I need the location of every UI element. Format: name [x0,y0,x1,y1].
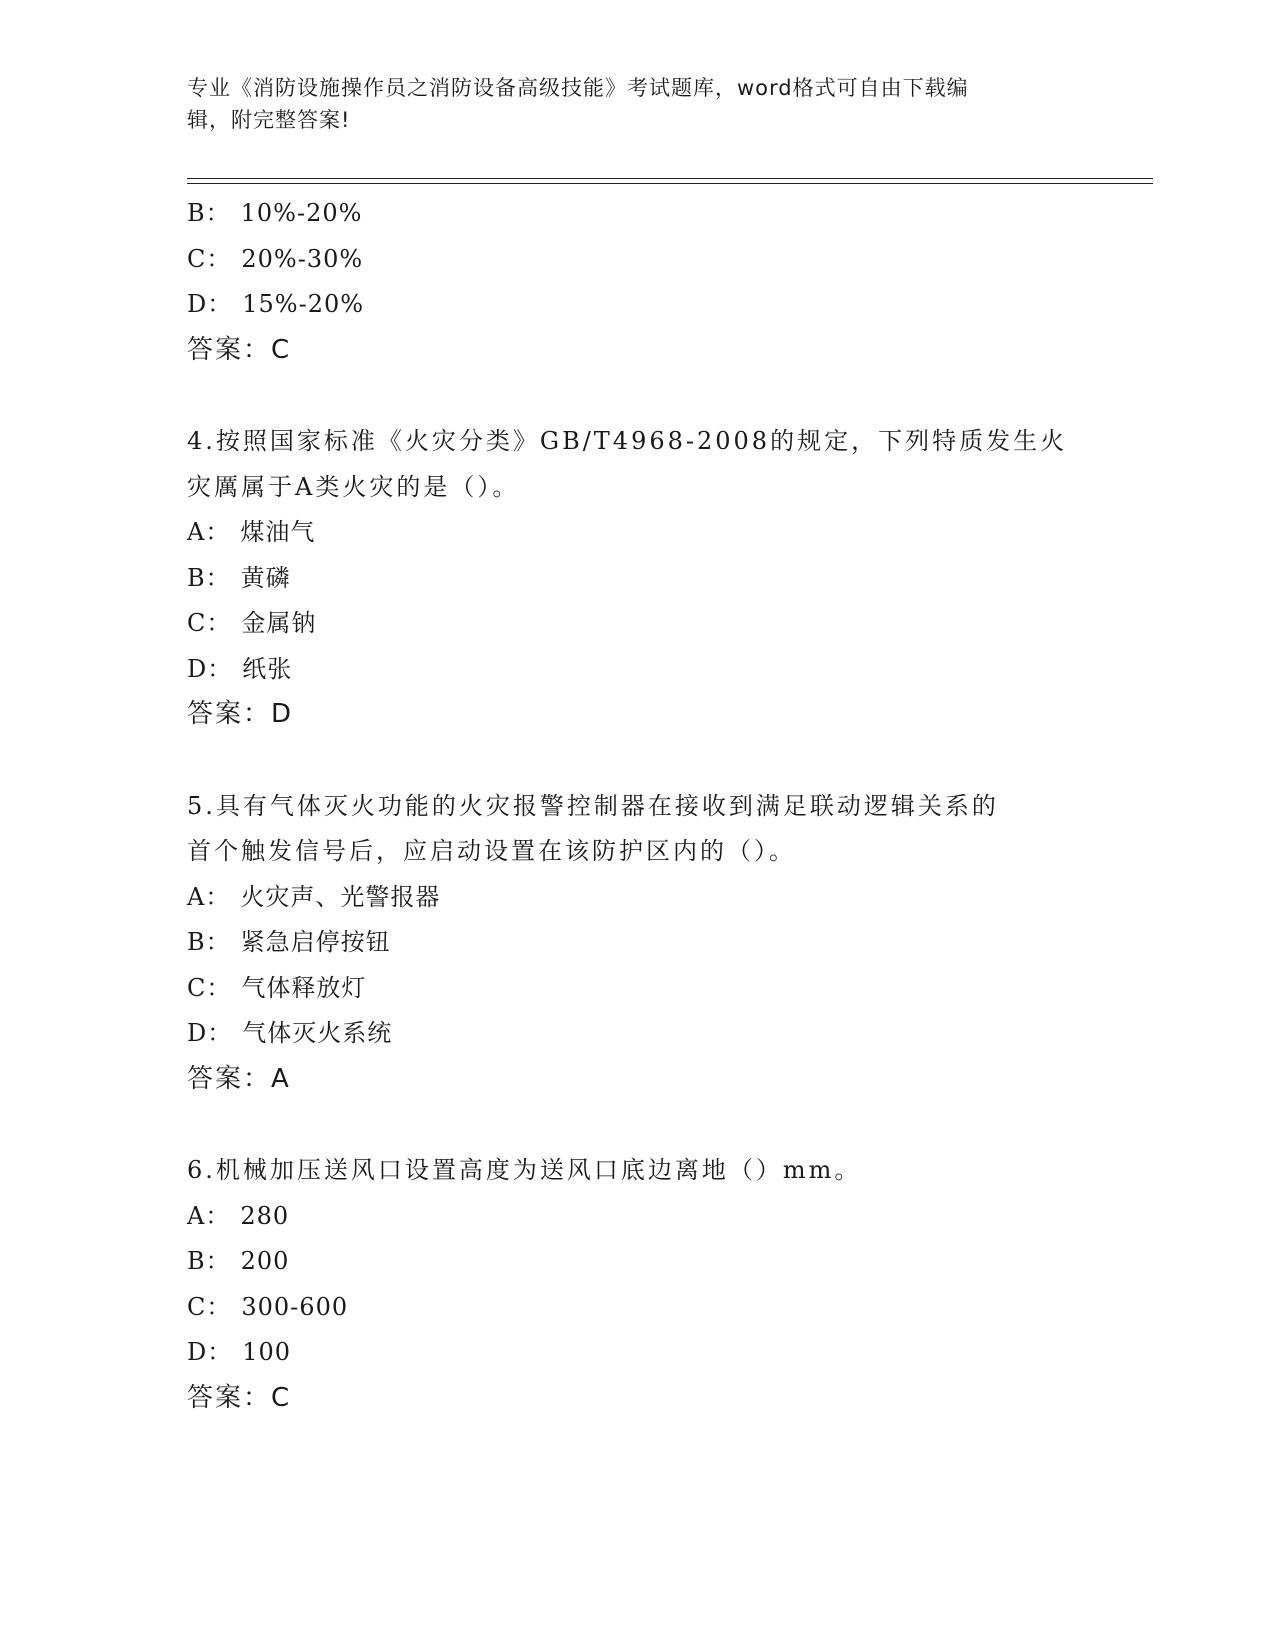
answer-label: 答案： [187,1382,272,1413]
option-c [187,966,1087,1012]
option-text: 气体灭火系统 [242,1019,393,1047]
question-spacer [187,1102,1087,1148]
option-a [187,875,1087,921]
option-text: 10%-20% [240,199,363,227]
question-spacer [187,738,1087,784]
option-separator: ： [206,244,232,273]
option-text: 火灾声、光警报器 [240,882,441,911]
option-d [187,1011,1087,1057]
option-separator: ： [205,1247,231,1275]
option-letter: B [187,199,206,227]
answer-value: D [271,699,294,729]
question-5-stem-line-2: 首个触发信号后，应启动设置在该防护区内的（）。 [187,837,796,865]
option-letter: A [187,1201,206,1230]
option-text: 20%-30% [241,244,364,273]
option-separator: ： [205,882,231,911]
option-letter: C [187,244,207,273]
option-letter: B [187,563,206,592]
header-divider-top [187,178,1153,179]
option-c [187,601,1087,647]
option-text: 黄磷 [240,563,291,592]
option-b [187,920,1087,966]
answer-value: C [271,1382,292,1413]
question-spacer [187,373,1087,419]
option-letter: C [187,973,207,1002]
option-separator: ： [207,1019,233,1047]
header-divider-bottom [187,183,1153,184]
option-separator: ： [206,1292,232,1321]
answer-line [187,328,1087,374]
option-letter: A [187,518,206,546]
answer-label: 答案： [187,334,272,365]
option-text: 气体释放灯 [241,973,367,1002]
option-text: 300-600 [241,1292,349,1321]
question-6-stem-line-1: 6.机械加压送风口设置高度为送风口底边离地（）mm。 [187,1156,862,1184]
option-separator: ： [206,609,232,637]
option-c [187,1285,1087,1331]
option-text: 100 [242,1338,292,1366]
option-a [187,1194,1087,1240]
answer-value: A [271,1063,291,1094]
option-d [187,282,1087,328]
option-letter: D [187,1338,208,1366]
option-letter: D [187,654,208,683]
option-letter: B [187,1247,206,1275]
option-b [187,191,1087,237]
option-letter: D [187,290,208,318]
option-b [187,1239,1087,1285]
question-4-block [187,419,1087,738]
option-separator: ： [205,563,231,592]
header-line-1: 专业《消防设施操作员之消防设备高级技能》考试题库，word格式可自由下载编 [187,76,969,100]
question-6-block [187,1148,1087,1421]
option-text: 紧急启停按钮 [240,928,391,956]
option-separator: ： [205,928,231,956]
option-separator: ： [207,1338,233,1366]
header-line-2: 辑，附完整答案! [187,108,351,132]
question-5-block [187,784,1087,1103]
answer-line [187,1376,1087,1422]
option-separator: ： [207,654,233,683]
answer-value: C [271,334,292,365]
option-text: 15%-20% [242,290,365,318]
option-separator: ： [205,1201,231,1230]
option-a [187,510,1087,556]
answer-label: 答案： [187,699,272,729]
answer-line [187,1057,1087,1103]
option-text: 280 [240,1201,290,1230]
option-text: 纸张 [242,654,293,683]
answer-label: 答案： [187,1063,272,1094]
option-text: 200 [240,1247,290,1275]
question-5-stem-line-1: 5.具有气体灭火功能的火灾报警控制器在接收到满足联动逻辑关系的 [187,791,999,820]
option-separator: ： [206,973,232,1002]
option-d [187,647,1087,693]
option-text: 金属钠 [241,609,317,637]
question-4-stem-line-1: 4.按照国家标准《火灾分类》GB/T4968-2008的规定，下列特质发生火 [187,427,1068,455]
option-letter: D [187,1019,208,1047]
option-c [187,237,1087,283]
document-header [187,72,1067,136]
question-4-stem-line-2: 灾厲属于A类火灾的是（）。 [187,472,520,501]
option-letter: A [187,882,206,911]
option-separator: ： [207,290,233,318]
option-letter: B [187,928,206,956]
option-text: 煤油气 [240,518,316,546]
option-b [187,556,1087,602]
option-separator: ： [205,199,231,227]
option-letter: C [187,1292,207,1321]
option-separator: ： [205,518,231,546]
option-letter: C [187,609,207,637]
question-3-block [187,191,1087,373]
answer-line [187,692,1087,738]
question-content [187,191,1087,1421]
option-d [187,1330,1087,1376]
